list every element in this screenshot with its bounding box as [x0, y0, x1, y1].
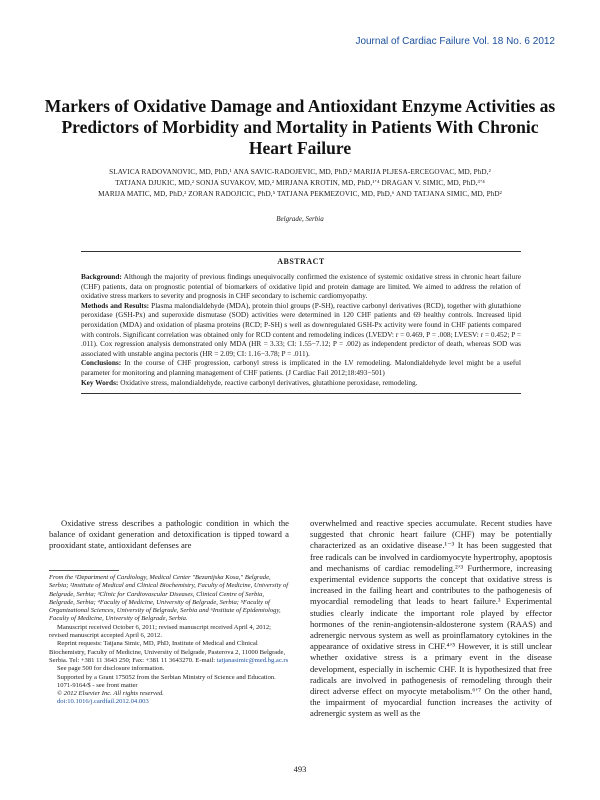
received-dates: Manuscript received October 6, 2011; revised manuscript received April 4, 2012; revised manuscript accepted April 6, 2012.: [49, 623, 271, 640]
abstract-conclusions: [81, 358, 521, 377]
conclusions-text: In the course of CHF progression, carbonyl stress is implicated in the LV remodeling. Malondialdehyde level might be a useful parameter for monitoring and planning management of CHF patients. (J Cardiac Fail 2012;18:493−501): [81, 358, 521, 377]
body-paragraph: overwhelmed and reactive species accumulate. Recent studies have suggested that chronic heart failure (CHF) may be potentially characterized as an oxidative disease.¹⁻³ It has been suggested that free radicals can be involved in cardiomyocyte hypertrophy, apoptosis and mechanisms of cardiac remodeling.²ʼ³ Furthermore, increasing experimental evidence supports the concept that oxidative stress is increased in the failing heart and contributes to the pathogenesis of myocardial remodeling that leads to heart failure.³ Experimental studies clearly indicate the important role played by effector hormones of the renin-angiotensin-aldosterone system (RAAS) and adrenergic nervous system as well as proinflamatory cytokines in the appearance of oxidative stress in CHF.⁴ʼ⁵ However, it is still unclear whether oxidative stress is a primary event in the disease development, especially in ischemic CHF. It is hypothesized that free radicals are involved in pathogenesis of remodeling through their direct adverse effect on myocyte metabolism.⁶ʼ⁷ On the other hand, the impairment of myocardial function increases the activity of adrenergic system as well as the: [310, 518, 552, 719]
intro-paragraph: Oxidative stress describes a pathologic condition in which the balance of oxidant generation and detoxification is tipped toward a prooxidant state, antioxidant defenses are: [49, 518, 289, 551]
author-line: SLAVICA RADOVANOVIC, MD, PhD,¹ ANA SAVIC-RADOJEVIC, MD, PhD,² MARIJA PLJESA-ERCEGOVAC, MD, PhD,²: [109, 168, 491, 176]
left-column: [49, 518, 289, 552]
background-label: Background:: [81, 272, 122, 281]
author-line: TATJANA DJUKIC, MD,² SONJA SUVAKOV, MD,² MIRJANA KROTIN, MD, PhD,¹ʼ⁴ DRAGAN V. SIMIC, MD, PhD,³ʼ⁴: [115, 179, 485, 187]
reprint-requests: [49, 640, 289, 665]
copyright: © 2012 Elsevier Inc. All rights reserved.: [57, 690, 164, 698]
footnotes: [49, 574, 289, 707]
methods-label: Methods and Results:: [81, 300, 150, 310]
email-link[interactable]: tatjanasimic@med.bg.ac.rs: [216, 656, 289, 664]
affiliations: From the ¹Department of Cardiology, Medical Center "Bezanijska Kosa," Belgrade, Serbia; ²Institute of Medical and Clinical Biochemistry, Faculty of Medicine, University of Belgrade, Serbia; ³Clinic for Cardiovascular Diseases, Clinical Centre of Serbia, Belgrade, Serbia; ⁴Faculty of Medicine, University of Belgrade, Serbia; ⁵Faculty of Organizational Sciences, University of Belgrade, Serbia and ⁶Institute of Epidemiology, Faculty of Medicine, University of Belgrade, Serbia.: [49, 574, 289, 623]
author-line: MARIJA MATIC, MD, PhD,² ZORAN RADOJICIC, PhD,⁵ TATJANA PEKMEZOVIC, MD, PhD,⁶ AND TATJANA SIMIC, MD, PhD²: [98, 190, 502, 198]
support: Supported by a Grant 175052 from the Serbian Ministry of Science and Education.: [57, 673, 276, 681]
abstract-bottom-rule: [81, 393, 521, 394]
article-title: Markers of Oxidative Damage and Antioxidant Enzyme Activities as Predictors of Morbidity and Mortality in Patients With Chronic Heart Failure: [44, 96, 556, 158]
keywords-text: Oxidative stress, malondialdehyde, reactive carbonyl derivatives, glutathione peroxidase, remodeling.: [120, 377, 418, 387]
abstract: [81, 251, 521, 394]
doi-link[interactable]: doi:10.1016/j.cardfail.2012.04.003: [57, 698, 149, 706]
keywords-label: Key Words:: [81, 377, 119, 387]
journal-header: Journal of Cardiac Failure Vol. 18 No. 6 2012: [355, 36, 555, 47]
disclosure: See page 500 for disclosure information.: [57, 665, 165, 673]
abstract-methods: [81, 301, 521, 359]
location: Belgrade, Serbia: [276, 215, 324, 223]
author-list: [28, 167, 572, 200]
abstract-keywords: [81, 378, 521, 388]
conclusions-label: Conclusions:: [81, 358, 122, 368]
abstract-background: [81, 272, 521, 301]
methods-text: Plasma malondialdehyde (MDA), protein thiol groups (P-SH), reactive carbonyl derivatives (RCD), together with glutathione peroxidase (GSH-Px) and superoxide dismutase (SOD) activities were determined in 120 CHF patients and 69 healthy controls. Increased lipid peroxidation (MDA) and oxidation of plasma proteins (RCD; P-SH) s well as downregulated GSH-Px activity were found in CHF patients compared with controls. Significant correlation was obtained only for RCD content and remodeling indices (LVEDV: r = 0.469, P = .008; LVESV: r = 0.452; P = .011). Cox regression analysis demonstrated only MDA (HR = 3.33; CI: 1.55−7.12; P = .002) as independent predictor of death, whereas SOD was associated with unstable angina pectoris (HR = 2.09; CI: 1.16−3.78; P = .011).: [81, 300, 521, 358]
page-number: 493: [293, 764, 307, 774]
abstract-heading: ABSTRACT: [277, 257, 325, 266]
abstract-top-rule: [81, 251, 521, 252]
background-text: Although the majority of previous findings unequivocally confirmed the existence of systemic oxidative stress in chronic heart failure (CHF) patients, data on prognostic potential of biomarkers of oxidative lipid and protein damage are limited. We aimed to address the relation of oxidative stress markers to severity and prognosis in CHF secondary to ischemic cardiomyopathy.: [81, 272, 522, 301]
reprint-text: Reprint requests: Tatjana Simic, MD, PhD, Institute of Medical and Clinical Biochemistry, Faculty of Medicine, University of Belgrade, Pasterova 2, 11000 Belgrade, Serbia. Tel: +381 11 3643 250; Fax: +381 11 3643270. E-mail:: [49, 640, 286, 664]
footnote-rule: [49, 570, 119, 571]
issn: 1071-9164/$ - see front matter: [57, 681, 138, 689]
right-column: [310, 518, 552, 720]
